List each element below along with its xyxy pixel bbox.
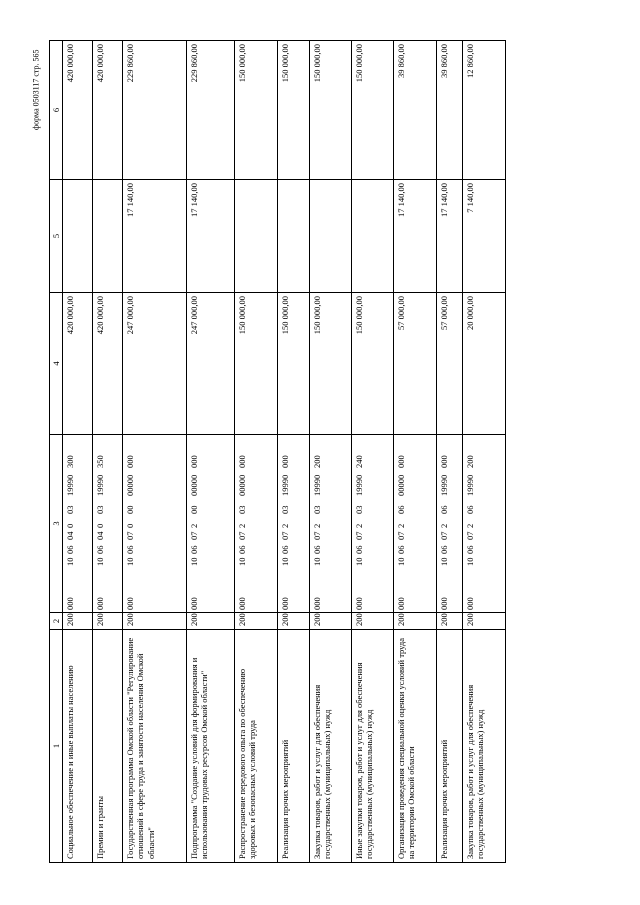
budget-code [93,435,107,612]
row-approved-amount-cell: 420 000,00 [63,293,93,435]
row-executed-amount-cell [235,180,278,293]
row-approved-amount-cell: 20 000,00 [463,293,506,435]
row-approved-amount-cell: 150 000,00 [310,293,352,435]
header-cell-6: 6 [50,41,63,180]
budget-code-part: 10 [312,557,323,566]
row-name-cell: Премии и гранты [93,630,123,863]
budget-code-part: 06 [439,505,450,514]
budget-code-part: 19990 [465,474,476,496]
row-budget-code-cell [278,435,310,613]
budget-code-part: 10 [465,557,476,566]
budget-code-part: 19990 [95,474,106,496]
row-budget-code-cell [394,435,437,613]
budget-code-part: 06 [280,545,291,554]
budget-code-part: 350 [95,455,106,468]
budget-code-part: 000 [95,597,106,610]
budget-code-part: 000 [396,597,407,610]
budget-code-part: 2 [189,523,200,528]
table-row [463,41,506,863]
budget-code-part: 07 [354,531,365,540]
row-name-cell: Организация проведения специальной оценки условий труда на территории Омской области [394,630,437,863]
row-line-code-cell: 200 [352,613,394,630]
budget-table [49,40,506,863]
budget-code-part: 2 [237,523,248,528]
row-line-code-cell: 200 [463,613,506,630]
row-unexecuted-amount-cell: 39 860,00 [394,41,437,180]
budget-code-part: 03 [354,505,365,514]
row-approved-amount-cell: 247 000,00 [187,293,235,435]
row-executed-amount-cell: 17 140,00 [187,180,235,293]
budget-code-part: 0 [95,523,106,528]
row-unexecuted-amount-cell: 229 860,00 [187,41,235,180]
budget-code-part: 2 [354,523,365,528]
budget-code [235,435,249,612]
row-budget-code-cell [352,435,394,613]
row-approved-amount-cell: 420 000,00 [93,293,123,435]
budget-code-part: 000 [312,597,323,610]
budget-code [123,435,137,612]
row-budget-code-cell [310,435,352,613]
budget-code-part: 06 [396,545,407,554]
header-cell-4: 4 [50,293,63,435]
row-executed-amount-cell [310,180,352,293]
row-executed-amount-cell: 17 140,00 [394,180,437,293]
budget-code-part: 10 [189,557,200,566]
budget-code-part: 240 [354,455,365,468]
budget-code-part: 06 [465,545,476,554]
row-approved-amount-cell: 57 000,00 [437,293,463,435]
row-line-code-cell: 200 [310,613,352,630]
row-budget-code-cell [63,435,93,613]
row-line-code-cell: 200 [235,613,278,630]
row-budget-code-cell [93,435,123,613]
budget-code-part: 19990 [312,474,323,496]
budget-code-part: 04 [65,531,76,540]
budget-code-part: 10 [125,557,136,566]
row-unexecuted-amount-cell: 150 000,00 [235,41,278,180]
row-line-code-cell: 200 [187,613,235,630]
row-unexecuted-amount-cell: 150 000,00 [310,41,352,180]
row-name-cell: Подпрограмма "Создание условий для формирования и использования трудовых ресурсов Омской области" [187,630,235,863]
row-name-cell: Закупка товаров, работ и услуг для обеспечения государственных (муниципальных) нужд [463,630,506,863]
budget-code-part: 000 [237,455,248,468]
table-row [278,41,310,863]
budget-code [352,435,366,612]
row-executed-amount-cell: 17 140,00 [437,180,463,293]
budget-code-part: 19990 [280,474,291,496]
row-line-code-cell: 200 [278,613,310,630]
header-cell-3: 3 [50,435,63,613]
table-row [352,41,394,863]
budget-code-part: 2 [439,523,450,528]
row-unexecuted-amount-cell: 150 000,00 [352,41,394,180]
row-unexecuted-amount-cell: 12 860,00 [463,41,506,180]
budget-code-part: 10 [95,557,106,566]
budget-code-part: 000 [396,455,407,468]
budget-code-part: 06 [312,545,323,554]
table-row [63,41,93,863]
budget-code [63,435,77,612]
budget-code-part: 2 [396,523,407,528]
row-budget-code-cell [463,435,506,613]
budget-code-part: 00000 [189,474,200,496]
header-cell-2: 2 [50,613,63,630]
budget-code-part: 10 [439,557,450,566]
budget-code-part: 000 [125,597,136,610]
budget-code-part: 07 [396,531,407,540]
row-name-cell: Реализация прочих мероприятий [278,630,310,863]
budget-code-part: 06 [189,545,200,554]
budget-code [187,435,201,612]
row-budget-code-cell [235,435,278,613]
table-row [187,41,235,863]
row-budget-code-cell [437,435,463,613]
budget-code-part: 06 [354,545,365,554]
budget-code-part: 03 [312,505,323,514]
budget-code-part: 19990 [439,474,450,496]
budget-code-part: 00000 [396,474,407,496]
budget-code-part: 07 [465,531,476,540]
row-unexecuted-amount-cell: 420 000,00 [63,41,93,180]
header-cell-1: 1 [50,630,63,863]
budget-code-part: 000 [65,597,76,610]
row-name-cell: Закупка товаров, работ и услуг для обеспечения государственных (муниципальных) нужд [310,630,352,863]
row-executed-amount-cell [93,180,123,293]
budget-code-part: 200 [312,455,323,468]
budget-code-part: 07 [237,531,248,540]
budget-code-part: 06 [65,545,76,554]
budget-code [394,435,408,612]
row-name-cell: Социальное обеспечение и иные выплаты населению [63,630,93,863]
budget-code-part: 2 [465,523,476,528]
row-line-code-cell: 200 [437,613,463,630]
row-line-code-cell: 200 [394,613,437,630]
table-row [123,41,187,863]
row-budget-code-cell [187,435,235,613]
table-body [63,41,506,863]
budget-code-part: 200 [465,455,476,468]
row-executed-amount-cell: 17 140,00 [123,180,187,293]
table-row [437,41,463,863]
budget-code-part: 19990 [354,474,365,496]
budget-code-part: 00000 [237,474,248,496]
budget-code-part: 000 [354,597,365,610]
budget-code-part: 06 [396,505,407,514]
row-name-cell: Распространение передового опыта по обеспечению здоровых и безопасных условий труда [235,630,278,863]
row-unexecuted-amount-cell: 420 000,00 [93,41,123,180]
budget-code-part: 03 [280,505,291,514]
budget-code-part: 2 [312,523,323,528]
table-row [93,41,123,863]
budget-code-part: 03 [65,505,76,514]
row-unexecuted-amount-cell: 39 860,00 [437,41,463,180]
budget-code-part: 000 [189,597,200,610]
row-approved-amount-cell: 57 000,00 [394,293,437,435]
budget-code-part: 06 [125,545,136,554]
budget-code-part: 10 [396,557,407,566]
budget-code-part: 000 [280,455,291,468]
budget-code-part: 000 [439,455,450,468]
budget-code-part: 00 [189,505,200,514]
budget-code-part: 10 [237,557,248,566]
budget-code-part: 300 [65,455,76,468]
budget-code [278,435,292,612]
header-row [50,41,63,863]
budget-code-part: 2 [280,523,291,528]
row-executed-amount-cell: 7 140,00 [463,180,506,293]
budget-code-part: 07 [312,531,323,540]
row-unexecuted-amount-cell: 150 000,00 [278,41,310,180]
row-approved-amount-cell: 150 000,00 [278,293,310,435]
row-line-code-cell: 200 [63,613,93,630]
budget-code-part: 000 [237,597,248,610]
row-line-code-cell: 200 [123,613,187,630]
header-cell-5: 5 [50,180,63,293]
row-executed-amount-cell [63,180,93,293]
budget-code-part: 000 [189,455,200,468]
budget-code-part: 03 [95,505,106,514]
budget-code-part: 000 [465,597,476,610]
row-executed-amount-cell [352,180,394,293]
row-executed-amount-cell [278,180,310,293]
table-row [310,41,352,863]
budget-code-part: 07 [125,531,136,540]
budget-code-part: 000 [439,597,450,610]
budget-code-part: 10 [65,557,76,566]
budget-code-part: 03 [237,505,248,514]
budget-code-part: 00 [125,505,136,514]
table-row [394,41,437,863]
row-name-cell: Иные закупки товаров, работ и услуг для обеспечения государственных (муниципальных) нужд [352,630,394,863]
budget-code-part: 000 [125,455,136,468]
budget-code-part: 07 [439,531,450,540]
row-line-code-cell: 200 [93,613,123,630]
row-approved-amount-cell: 150 000,00 [235,293,278,435]
form-label: форма 0503117 стр. 565 [31,49,41,130]
budget-code-part: 10 [354,557,365,566]
budget-code-part: 19990 [65,474,76,496]
budget-code [437,435,451,612]
budget-code-part: 10 [280,557,291,566]
row-budget-code-cell [123,435,187,613]
budget-code-part: 06 [439,545,450,554]
row-unexecuted-amount-cell: 229 860,00 [123,41,187,180]
row-name-cell: Реализация прочих мероприятий [437,630,463,863]
budget-code-part: 0 [125,523,136,528]
row-approved-amount-cell: 247 000,00 [123,293,187,435]
budget-code-part: 0 [65,523,76,528]
budget-code-part: 06 [465,505,476,514]
budget-code-part: 07 [280,531,291,540]
budget-code-part: 07 [189,531,200,540]
budget-code [310,435,324,612]
row-name-cell: Государственная программа Омской области "Регулирование отношений в сфере труда и занятости населения Омской области" [123,630,187,863]
row-approved-amount-cell: 150 000,00 [352,293,394,435]
budget-code-part: 04 [95,531,106,540]
budget-code-part: 00000 [125,474,136,496]
budget-code-part: 000 [280,597,291,610]
budget-code [463,435,477,612]
rotated-page [49,41,590,863]
table-row [235,41,278,863]
budget-code-part: 06 [95,545,106,554]
budget-code-part: 06 [237,545,248,554]
